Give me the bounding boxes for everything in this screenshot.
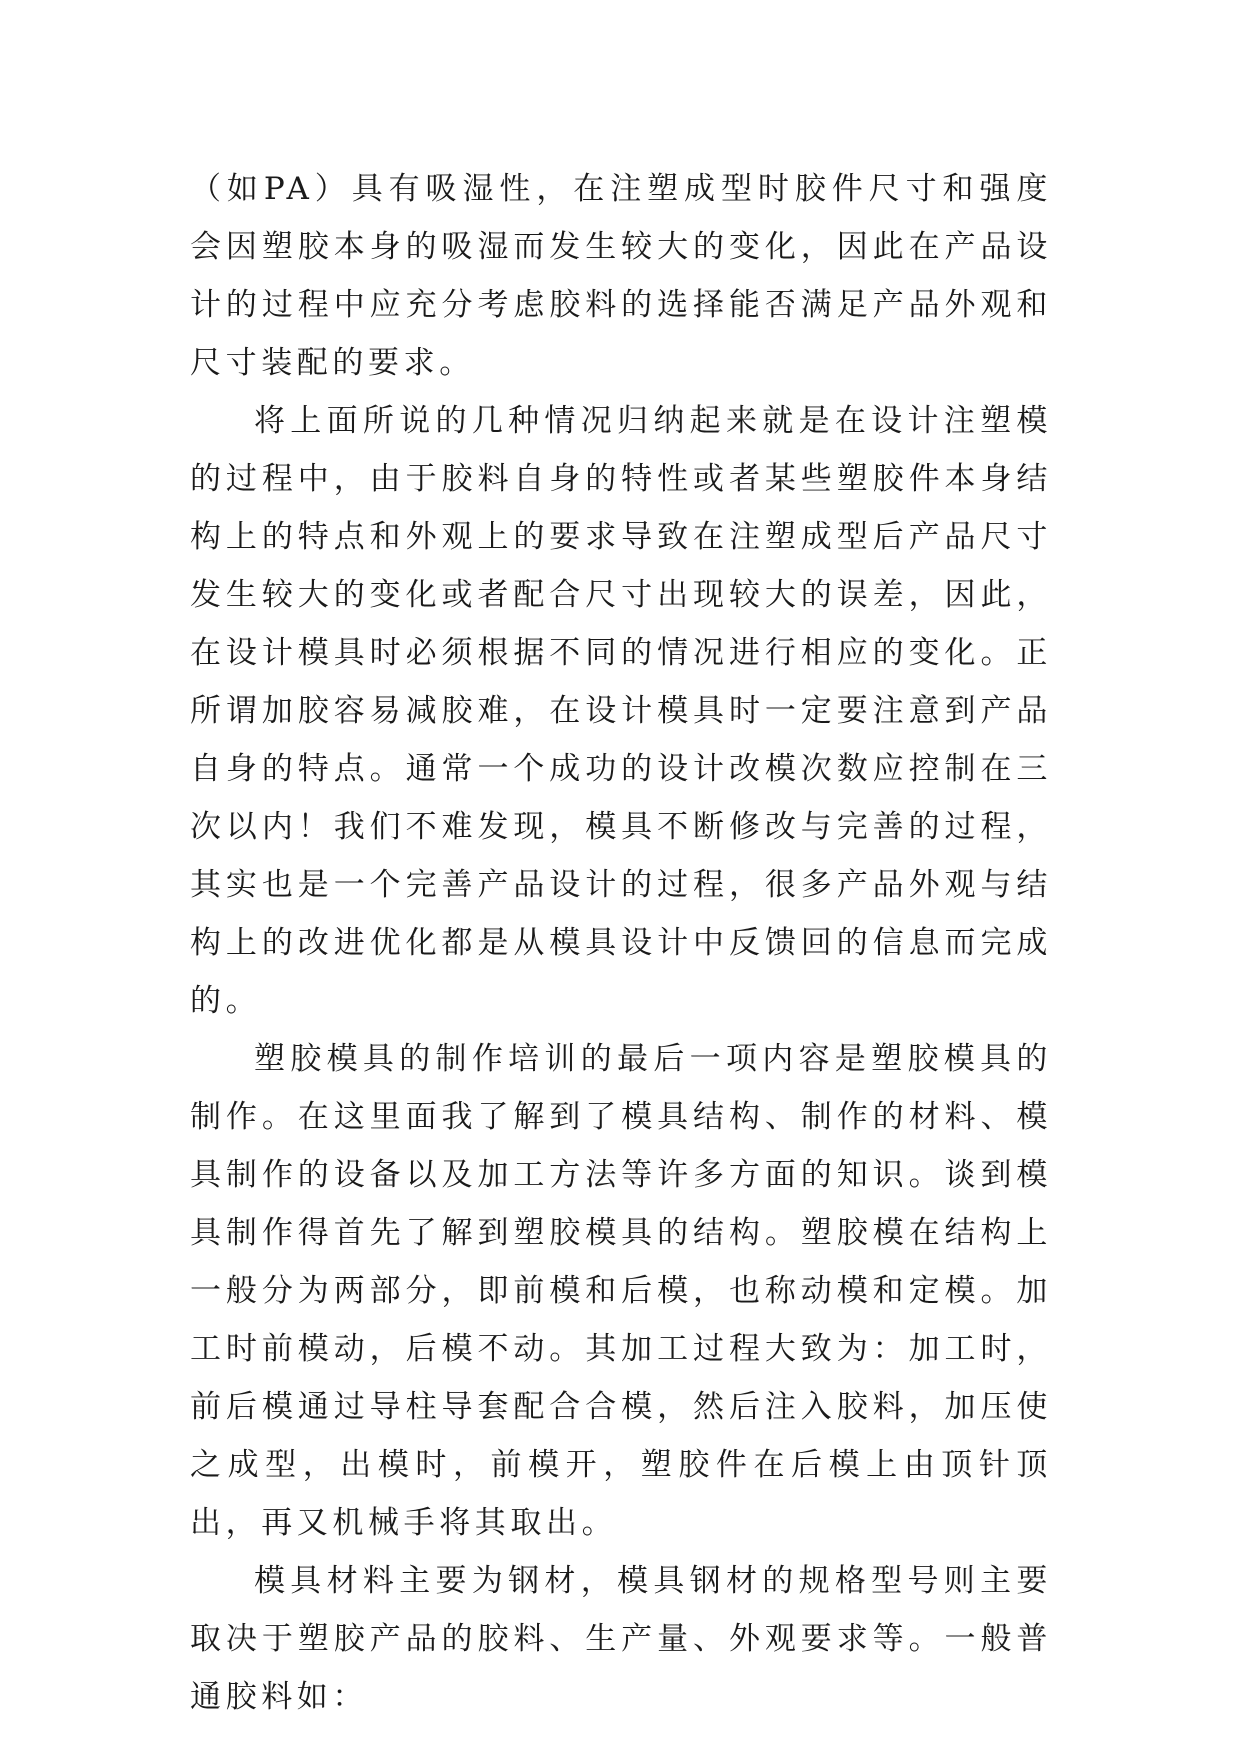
paragraph-1: （如PA）具有吸湿性，在注塑成型时胶件尺寸和强度会因塑胶本身的吸湿而发生较大的变化，因此在产品设计的过程中应充分考虑胶料的选择能否满足产品外观和尺寸装配的要求。: [190, 171, 1052, 381]
document-body: [190, 160, 1052, 1726]
paragraph-3: 塑胶模具的制作培训的最后一项内容是塑胶模具的制作。在这里面我了解到了模具结构、制作的材料、模具制作的设备以及加工方法等许多方面的知识。谈到模具制作得首先了解到塑胶模具的结构。塑胶模在结构上一般分为两部分，即前模和后模，也称动模和定模。加工时前模动，后模不动。其加工过程大致为：加工时，前后模通过导柱导套配合合模，然后注入胶料，加压使之成型，出模时，前模开，塑胶件在后模上由顶针顶出，再又机械手将其取出。: [190, 1041, 1052, 1541]
paragraph-4: 模具材料主要为钢材，模具钢材的规格型号则主要取决于塑胶产品的胶料、生产量、外观要求等。一般普通胶料如：: [190, 1563, 1052, 1715]
paragraph-2: 将上面所说的几种情况归纳起来就是在设计注塑模的过程中，由于胶料自身的特性或者某些塑胶件本身结构上的特点和外观上的要求导致在注塑成型后产品尺寸发生较大的变化或者配合尺寸出现较大的误差，因此，在设计模具时必须根据不同的情况进行相应的变化。正所谓加胶容易减胶难，在设计模具时一定要注意到产品自身的特点。通常一个成功的设计改模次数应控制在三次以内！我们不难发现，模具不断修改与完善的过程，其实也是一个完善产品设计的过程，很多产品外观与结构上的改进优化都是从模具设计中反馈回的信息而完成的。: [190, 403, 1052, 1019]
